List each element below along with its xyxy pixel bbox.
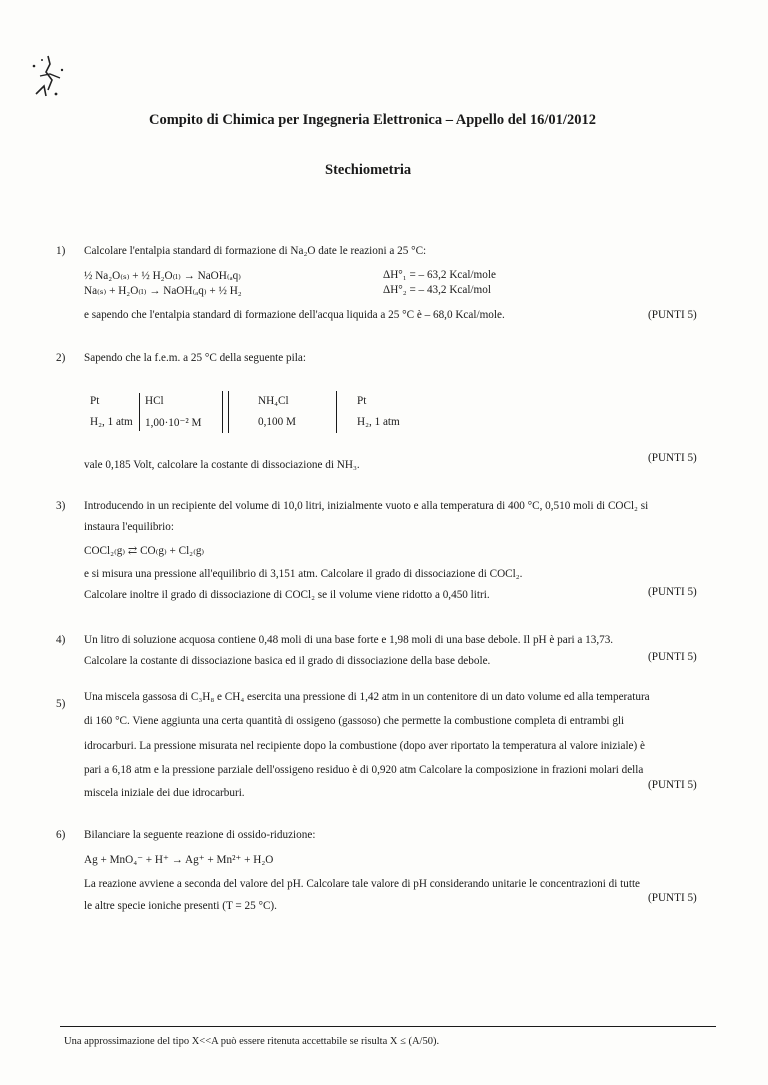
q4-line-2: Calcolare la costante di dissociazione basica ed il grado di dissociazione della base debole.	[84, 655, 491, 667]
q5-line-4: pari a 6,18 atm e la pressione parziale dell'ossigeno residuo è di 0,920 atm Calcolare la composizione in frazioni molari della	[84, 764, 644, 776]
q3-line-1: Introducendo in un recipiente del volume di 10,0 litri, inizialmente vuoto e alla temperatura di 400 °C, 0,510 moli di COCl₂ si	[84, 500, 649, 512]
q1-tail: e sapendo che l'entalpia standard di formazione dell'acqua liquida a 25 °C è – 68,0 Kcal/mole.	[84, 309, 505, 321]
q3-equation: COCl₂₍g₎ ⇄ CO₍g₎ + Cl₂₍g₎	[84, 545, 205, 557]
q6-line-3: le altre specie ioniche presenti (T = 25 °C).	[84, 900, 277, 912]
q1-reaction-1: ½ Na₂O₍ₛ₎ + ½ H₂O₍ₗ₎ → NaOH₍ₐq₎	[84, 270, 241, 282]
q5-line-2: di 160 °C. Viene aggiunta una certa quantità di ossigeno (gassoso) che permette la combustione completa di entrambi gli	[84, 715, 625, 727]
q1-reaction-2: Na₍ₛ₎ + H₂O₍ₗ₎ → NaOH₍ₐq₎ + ½ H₂	[84, 285, 242, 297]
q2-points: (PUNTI 5)	[648, 452, 697, 464]
q6-equation: Ag + MnO₄⁻ + H⁺ → Ag⁺ + Mn²⁺ + H₂O	[84, 854, 274, 866]
cell-separator	[336, 391, 337, 433]
cell-solution-1: HCl	[145, 395, 164, 407]
page-title: Compito di Chimica per Ingegneria Elettronica – Appello del 16/01/2012	[149, 112, 596, 128]
q5-points: (PUNTI 5)	[648, 779, 697, 791]
q4-line-1: Un litro di soluzione acquosa contiene 0,48 moli di una base forte e 1,98 moli di una base debole. Il pH è pari a 13,73.	[84, 634, 614, 646]
salt-bridge-line-1	[222, 391, 223, 433]
footer-note: Una approssimazione del tipo X<<A può essere ritenuta accettabile se risulta X ≤ (A/50).	[64, 1036, 440, 1047]
q6-line-1: Bilanciare la seguente reazione di ossido-riduzione:	[84, 829, 316, 841]
q5-line-3: idrocarburi. La pressione misurata nel recipiente dopo la combustione (dopo aver riportato la temperatura al valore iniziale) è	[84, 740, 646, 752]
stamp-logo-icon	[26, 50, 76, 102]
q6-line-2: La reazione avviene a seconda del valore del pH. Calcolare tale valore di pH considerando unitarie le concentrazioni di tutte	[84, 878, 641, 890]
cell-electrode-left: Pt	[90, 395, 100, 407]
q5-line-1: Una miscela gassosa di C₃H₈ e CH₄ esercita una pressione di 1,42 atm in un contenitore di un dato volume ed alla temperatura	[84, 691, 650, 703]
footer-rule	[60, 1026, 716, 1027]
cell-electrode-left-gas: H₂, 1 atm	[90, 416, 133, 428]
q1-text: Calcolare l'entalpia standard di formazione di Na₂O date le reazioni a 25 °C:	[84, 245, 427, 257]
q3-points: (PUNTI 5)	[648, 586, 697, 598]
q5-number: 5)	[56, 698, 66, 710]
q3-line-4: Calcolare inoltre il grado di dissociazione di COCl₂ se il volume viene ridotto a 0,450 litri.	[84, 589, 490, 601]
q1-points: (PUNTI 5)	[648, 309, 697, 321]
section-title: Stechiometria	[325, 162, 412, 178]
cell-solution-2: NH₄Cl	[258, 395, 289, 407]
cell-electrode-right-gas: H₂, 1 atm	[357, 416, 400, 428]
q1-enthalpy-1: ΔH°₁ = – 63,2 Kcal/mole	[383, 269, 496, 281]
q1-number: 1)	[56, 245, 66, 257]
cell-solution-2-conc: 0,100 M	[258, 416, 296, 428]
q3-line-2: instaura l'equilibrio:	[84, 521, 174, 533]
q2-tail: vale 0,185 Volt, calcolare la costante di dissociazione di NH₃.	[84, 459, 360, 471]
salt-bridge-line-2	[228, 391, 229, 433]
q3-line-3: e si misura una pressione all'equilibrio di 3,151 atm. Calcolare il grado di dissociazione di COCl₂.	[84, 568, 523, 580]
cell-electrode-right: Pt	[357, 395, 367, 407]
q6-points: (PUNTI 5)	[648, 892, 697, 904]
q6-number: 6)	[56, 829, 66, 841]
q4-points: (PUNTI 5)	[648, 651, 697, 663]
q4-number: 4)	[56, 634, 66, 646]
q3-number: 3)	[56, 500, 66, 512]
q5-line-5: miscela iniziale dei due idrocarburi.	[84, 787, 245, 799]
q1-enthalpy-2: ΔH°₂ = – 43,2 Kcal/mol	[383, 284, 491, 296]
q2-number: 2)	[56, 352, 66, 364]
cell-separator	[139, 393, 140, 431]
cell-solution-1-conc: 1,00·10⁻² M	[145, 417, 202, 429]
q2-text: Sapendo che la f.e.m. a 25 °C della seguente pila:	[84, 352, 306, 364]
